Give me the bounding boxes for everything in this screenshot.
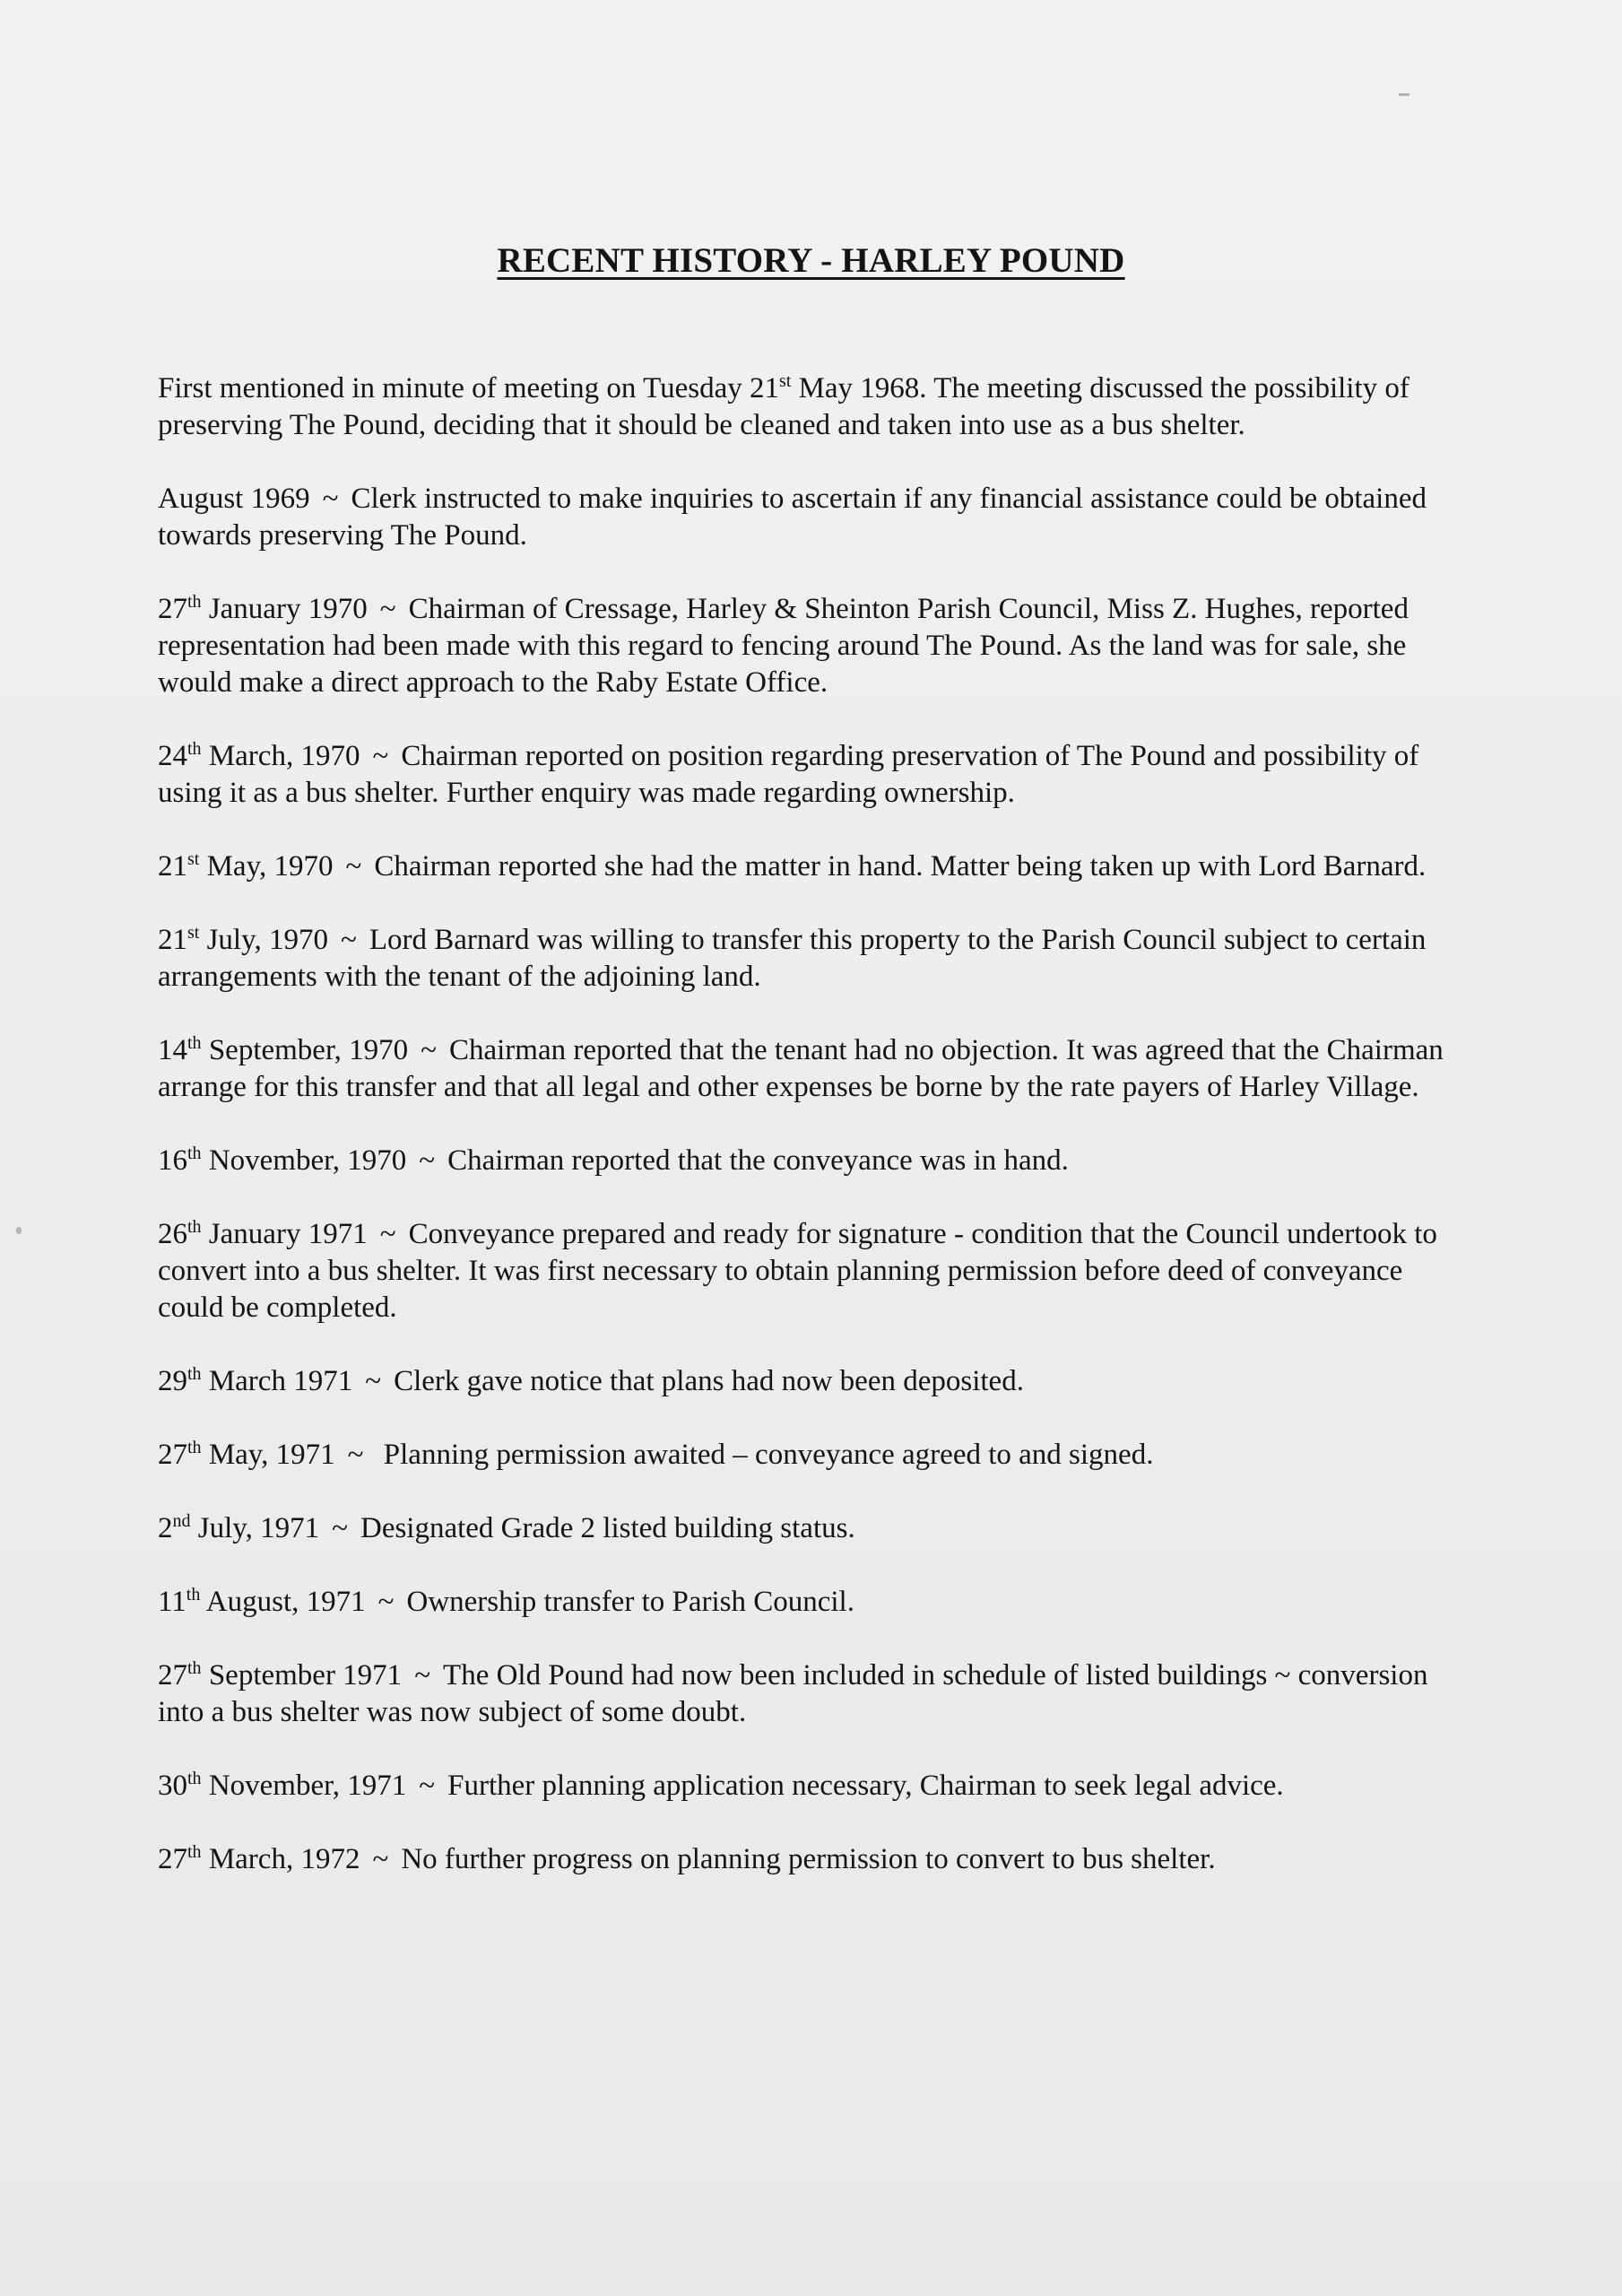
entry-date [158, 1586, 366, 1618]
entry-text: Clerk instructed to make inquiries to ascertain if any financial assistance could be obtained towards preserving The Pound. [158, 483, 1427, 552]
entry-date-ordinal: th [187, 1842, 202, 1862]
entry-date-ordinal: th [186, 1585, 201, 1605]
tilde-separator: ~ [419, 1770, 436, 1802]
entry-text: Further planning application necessary, Chairman to seek legal advice. [447, 1770, 1284, 1802]
entry-date-ordinal: st [187, 923, 200, 943]
entry-date-ordinal: nd [172, 1511, 191, 1531]
tilde-separator: ~ [419, 1144, 436, 1177]
entry-text: Chairman reported that the conveyance was in hand. [447, 1144, 1069, 1177]
entry-date-month-year: July, 1971 [190, 1512, 320, 1544]
history-entry [158, 848, 1467, 885]
history-entry [158, 1032, 1467, 1106]
entry-date-month-year: March, 1972 [201, 1843, 360, 1875]
scan-speck [1399, 93, 1409, 96]
entry-date-month-year: August 1969 [158, 483, 310, 515]
history-entry [158, 1584, 1467, 1621]
entry-text: No further progress on planning permission to convert to bus shelter. [401, 1843, 1216, 1875]
entry-date-ordinal: th [187, 1033, 202, 1053]
entry-date [158, 1218, 368, 1250]
entry-text: Clerk gave notice that plans had now been deposited. [394, 1365, 1024, 1397]
entry-date [158, 1365, 352, 1397]
history-entry [158, 1143, 1467, 1179]
tilde-separator: ~ [322, 483, 339, 515]
entry-date-ordinal: th [187, 1658, 202, 1678]
history-entry [158, 922, 1467, 996]
entry-date-ordinal: th [187, 1769, 202, 1788]
entry-date-day: 27 [158, 593, 187, 625]
tilde-separator: ~ [345, 850, 362, 883]
tilde-separator: ~ [365, 1365, 382, 1397]
entry-date-day: 30 [158, 1770, 187, 1802]
entry-date-day: 16 [158, 1144, 187, 1177]
tilde-separator: ~ [379, 593, 396, 625]
entry-date [158, 740, 360, 772]
entry-date-month-year: May, 1971 [201, 1439, 335, 1471]
entry-date-month-year: November, 1971 [201, 1770, 407, 1802]
entry-date [158, 1770, 406, 1802]
tilde-separator: ~ [421, 1034, 437, 1066]
tilde-separator: ~ [332, 1512, 348, 1544]
tilde-separator: ~ [372, 740, 389, 772]
entry-date-month-year: November, 1970 [201, 1144, 407, 1177]
history-entry [158, 481, 1467, 554]
history-entry [158, 1363, 1467, 1400]
entry-date-day: 21 [158, 850, 187, 883]
entry-text: The Old Pound had now been included in schedule of listed buildings ~ conversion into a bus shelter was now subject of some doubt. [158, 1659, 1428, 1728]
entry-date-month-year: January 1971 [201, 1218, 368, 1250]
entry-date-day: 27 [158, 1843, 187, 1875]
entry-date-month-year: January 1970 [201, 593, 368, 625]
entry-text: Chairman reported that the tenant had no objection. It was agreed that the Chairman arrange for this transfer and that all legal and other expenses be borne by the rate payers of Harley Village. [158, 1034, 1444, 1103]
scan-speck [16, 1227, 22, 1234]
entry-date-month-year: May, 1970 [199, 850, 334, 883]
tilde-separator: ~ [372, 1843, 389, 1875]
entry-date [158, 593, 368, 625]
entry-date [158, 924, 328, 956]
entry-date [158, 483, 310, 515]
entry-text: Conveyance prepared and ready for signature - condition that the Council undertook to convert into a bus shelter. It was first necessary to obtain planning permission before deed of conveyance could be completed. [158, 1218, 1437, 1324]
page-title: RECENT HISTORY - HARLEY POUND [497, 241, 1125, 280]
history-entry [158, 738, 1467, 812]
entry-date [158, 1034, 408, 1066]
tilde-separator: ~ [379, 1218, 396, 1250]
entry-date-ordinal: th [187, 1217, 202, 1237]
entry-date [158, 1512, 319, 1544]
entry-text: Designated Grade 2 listed building status. [360, 1512, 855, 1544]
entry-date-day: 27 [158, 1659, 187, 1692]
entry-text: Chairman of Cressage, Harley & Sheinton Parish Council, Miss Z. Hughes, reported representation had been made with this regard to fencing around The Pound. As the land was for sale, she would make a direct approach to the Raby Estate Office. [158, 593, 1409, 699]
history-entry [158, 1510, 1467, 1547]
entry-text: Chairman reported on position regarding preservation of The Pound and possibility of using it as a bus shelter. Further enquiry was made regarding ownership. [158, 740, 1419, 809]
tilde-separator: ~ [347, 1439, 364, 1471]
history-entry [158, 1841, 1467, 1878]
entry-date [158, 1659, 402, 1692]
entry-date-month-year: March 1971 [201, 1365, 353, 1397]
entry-date-day: 14 [158, 1034, 187, 1066]
entry-date-day: 2 [158, 1512, 173, 1544]
entry-text: Lord Barnard was willing to transfer this property to the Parish Council subject to certain arrangements with the tenant of the adjoining land. [158, 924, 1427, 993]
entry-date [158, 850, 333, 883]
intro-paragraph: First mentioned in minute of meeting on Tuesday 21st May 1968. The meeting discussed the possibility of preserving The Pound, deciding that it should be cleaned and taken into use as a bus shelter. [158, 371, 1409, 441]
entry-date [158, 1144, 406, 1177]
entry-date-day: 29 [158, 1365, 187, 1397]
entry-date-ordinal: th [187, 1364, 202, 1384]
entry-date [158, 1843, 360, 1875]
entry-date-day: 11 [158, 1586, 186, 1618]
entry-date-month-year: July, 1970 [199, 924, 328, 956]
entry-date-month-year: August, 1971 [200, 1586, 366, 1618]
entry-text: Planning permission awaited – conveyance agreed to and signed. [376, 1439, 1154, 1471]
history-entry [158, 1437, 1467, 1474]
entry-text: Ownership transfer to Parish Council. [406, 1586, 854, 1618]
entry-date-day: 21 [158, 924, 187, 956]
entry-date-day: 24 [158, 740, 187, 772]
entry-date [158, 1439, 335, 1471]
tilde-separator: ~ [377, 1586, 395, 1618]
entry-date-ordinal: st [187, 849, 200, 869]
history-entry [158, 1657, 1467, 1731]
entry-date-ordinal: th [187, 592, 202, 612]
entry-date-ordinal: th [187, 739, 202, 759]
entry-date-month-year: March, 1970 [201, 740, 360, 772]
entry-date-ordinal: th [187, 1438, 202, 1457]
entry-date-day: 27 [158, 1439, 187, 1471]
entry-date-month-year: September 1971 [201, 1659, 403, 1692]
entry-text: Chairman reported she had the matter in hand. Matter being taken up with Lord Barnard. [374, 850, 1427, 883]
entry-date-ordinal: th [187, 1144, 202, 1163]
entries-list [158, 370, 1467, 1915]
tilde-separator: ~ [340, 924, 357, 956]
history-entry [158, 1768, 1467, 1805]
entry-date-month-year: September, 1970 [201, 1034, 409, 1066]
entry-date-day: 26 [158, 1218, 187, 1250]
history-entry [158, 1216, 1467, 1326]
tilde-separator: ~ [414, 1659, 431, 1692]
history-entry [158, 591, 1467, 701]
timeline [158, 481, 1467, 1878]
